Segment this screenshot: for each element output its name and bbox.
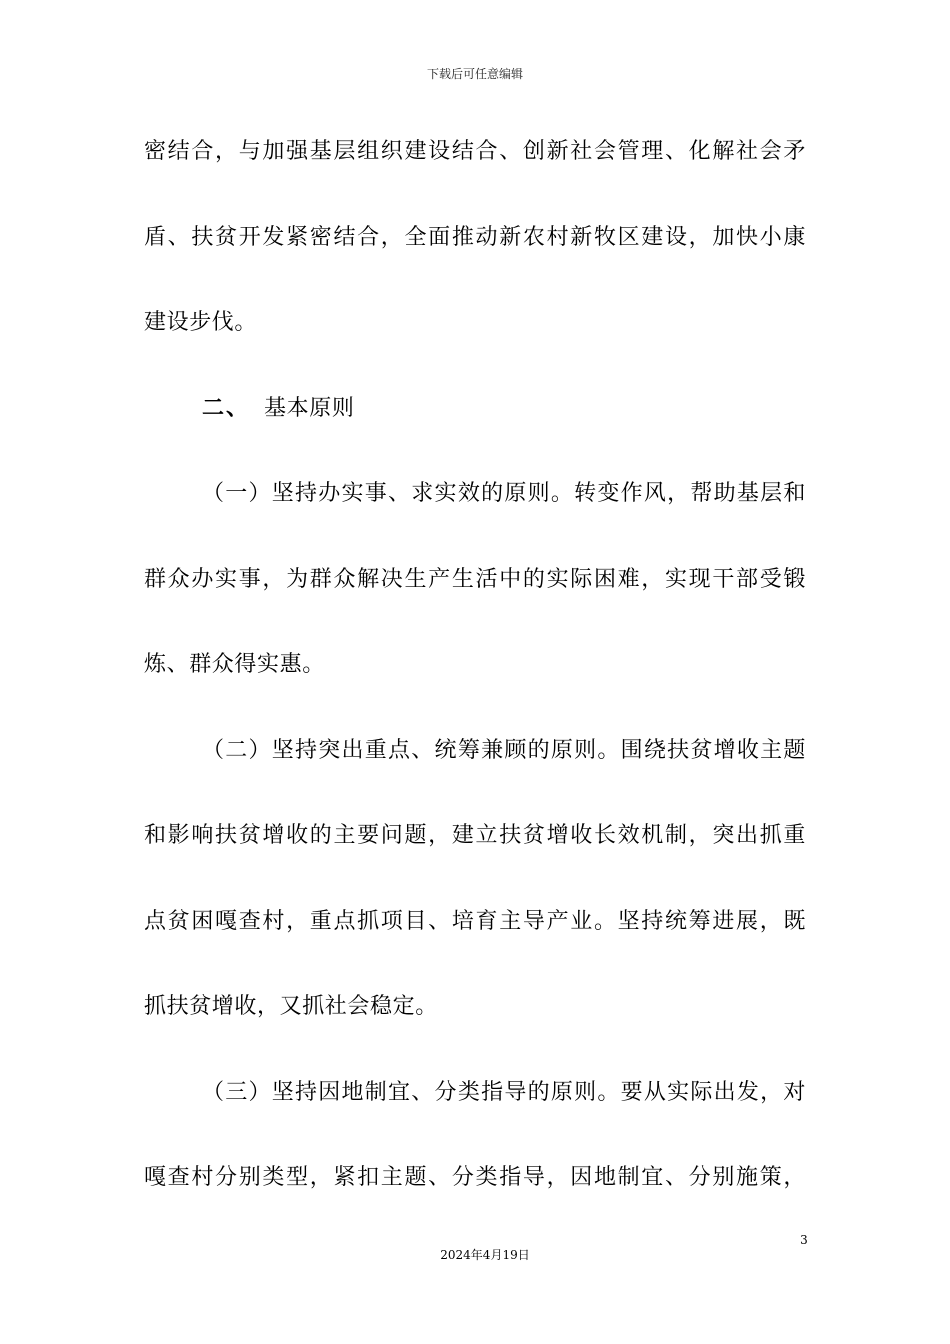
paragraph-line: 建设步伐。	[144, 310, 258, 335]
page-number: 3	[800, 1233, 808, 1247]
paragraph-line: 抓扶贫增收，又抓社会稳定。	[144, 994, 438, 1019]
paragraph-line: 群众办实事，为群众解决生产生活中的实际困难，实现干部受锻	[144, 566, 806, 592]
paragraph-line: （二）坚持突出重点、统筹兼顾的原则。围绕扶贫增收主题	[202, 737, 806, 763]
document-body	[144, 128, 806, 1240]
paragraph-line: 盾、扶贫开发紧密结合，全面推动新农村新牧区建设，加快小康	[144, 224, 806, 250]
page-footer-date: 2024年4月19日	[440, 1248, 530, 1262]
paragraph-line: 密结合，与加强基层组织建设结合、创新社会管理、化解社会矛	[144, 139, 806, 164]
paragraph-line: 炼、群众得实惠。	[144, 652, 325, 677]
section-heading	[144, 385, 806, 471]
paragraph-line: （三）坚持因地制宜、分类指导的原则。要从实际出发，对	[202, 1079, 806, 1105]
paragraph-line: 和影响扶贫增收的主要问题，建立扶贫增收长效机制，突出抓重	[144, 823, 806, 848]
section-heading-title: 基本原则	[264, 395, 355, 421]
paragraph-line: 点贫困嘎查村，重点抓项目、培育主导产业。坚持统筹进展，既	[144, 908, 806, 934]
paragraph-line: （一）坚持办实事、求实效的原则。转变作风，帮助基层和	[202, 481, 806, 506]
page-header: 下载后可任意编辑	[426, 67, 523, 81]
paragraph-line: 嘎查村分别类型，紧扣主题、分类指导，因地制宜、分别施策，	[144, 1165, 806, 1190]
section-heading-number: 二、	[202, 395, 251, 421]
